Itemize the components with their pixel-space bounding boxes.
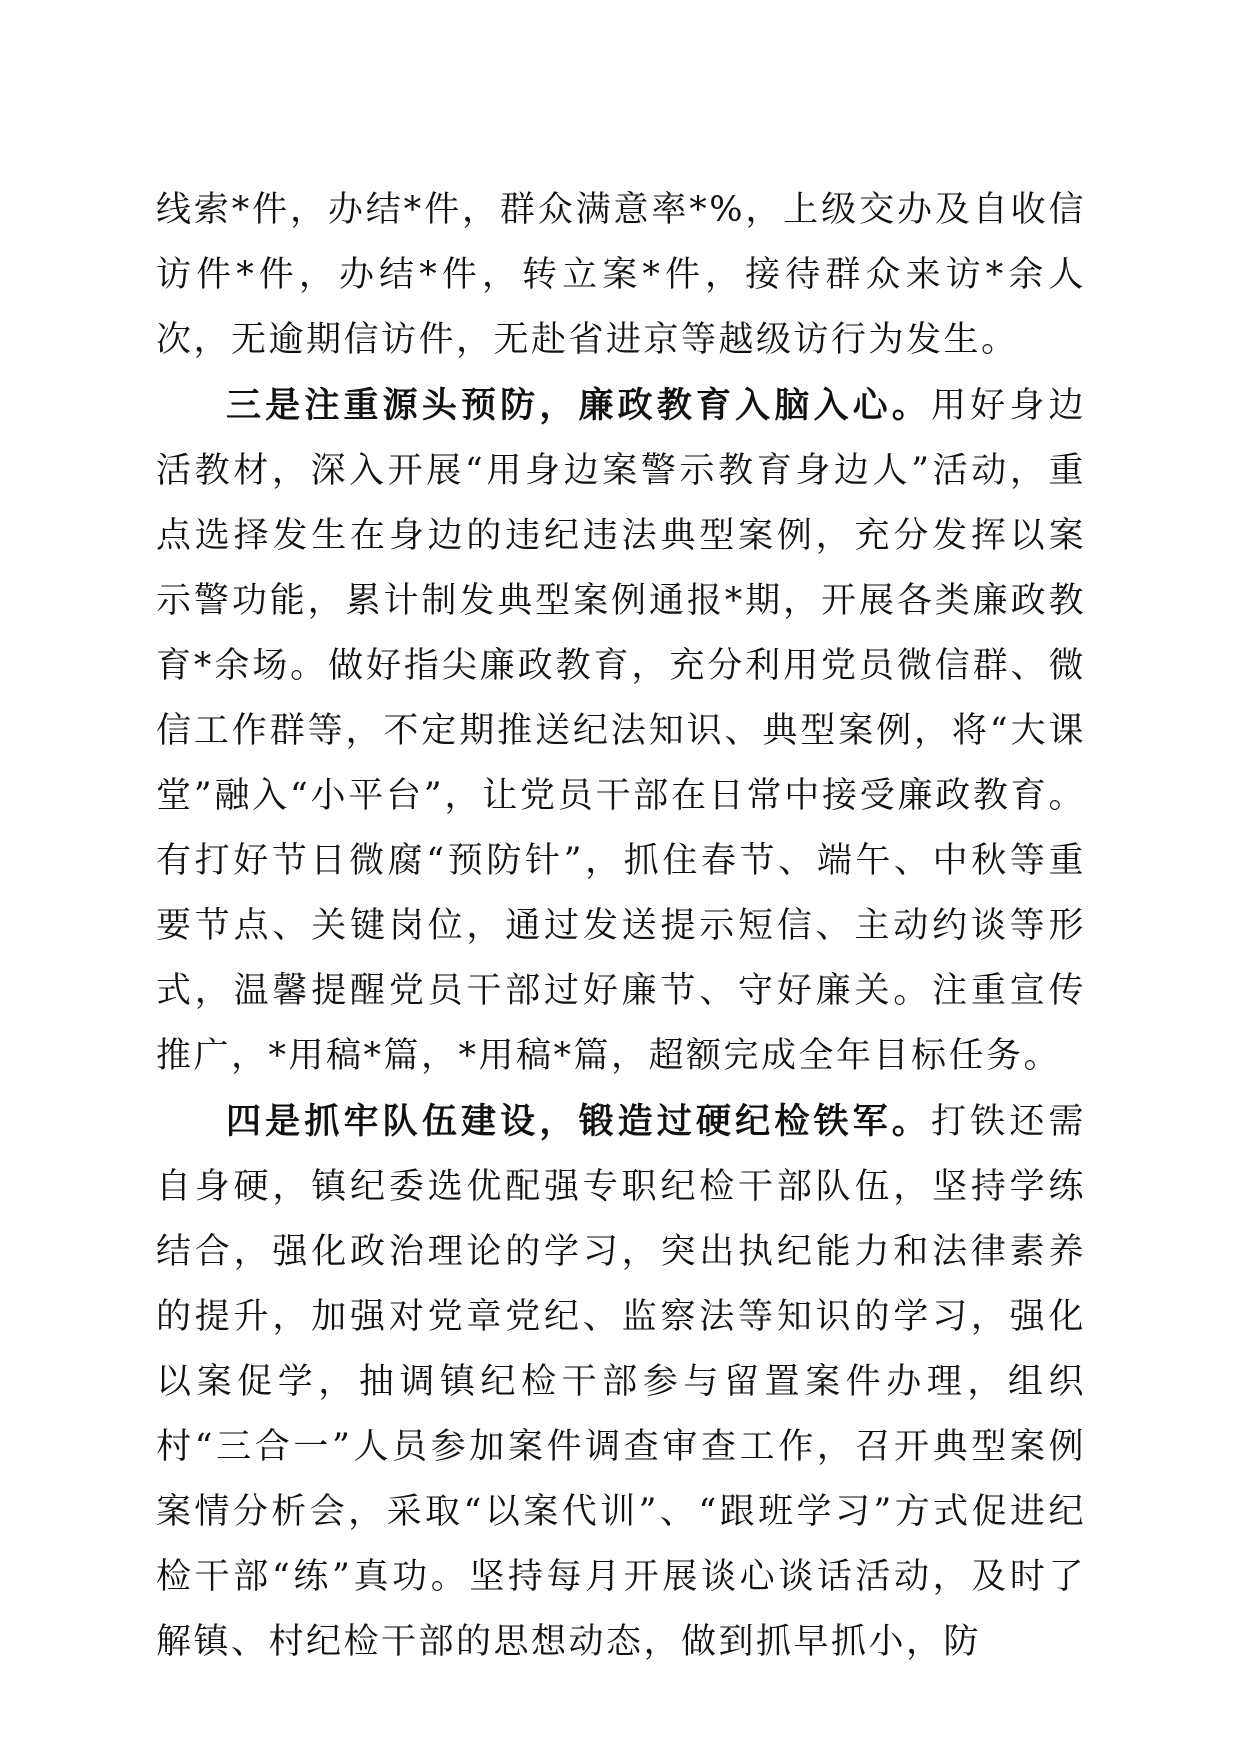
paragraph-heading: 四是抓牢队伍建设，锻造过硬纪检铁军。	[226, 1101, 931, 1142]
paragraph-team-building	[156, 1089, 1086, 1675]
paragraph-heading: 三是注重源头预防，廉政教育入脑入心。	[226, 385, 931, 426]
paragraph-text: 打铁还需自身硬，镇纪委选优配强专职纪检干部队伍，坚持学练结合，强化政治理论的学习，突出执纪能力和法律素养的提升，加强对党章党纪、监察法等知识的学习，强化以案促学，抽调镇纪检干部参与留置案件办理，组织村“三合一”人员参加案件调查审查工作，召开典型案例案情分析会，采取“以案代训”、“跟班学习”方式促进纪检干部“练”真功。坚持每月开展谈心谈话活动，及时了解镇、村纪检干部的思想动态，做到抓早抓小，防	[156, 1102, 1086, 1662]
paragraph-continuation	[156, 178, 1086, 373]
paragraph-prevention	[156, 373, 1086, 1089]
paragraph-text: 线索*件，办结*件，群众满意率*%，上级交办及自收信访件*件，办结*件，转立案*件，接待群众来访*余人次，无逾期信访件，无赴省进京等越级访行为发生。	[156, 190, 1086, 360]
paragraph-text: 用好身边活教材，深入开展“用身边案警示教育身边人”活动，重点选择发生在身边的违纪违法典型案例，充分发挥以案示警功能，累计制发典型案例通报*期，开展各类廉政教育*余场。做好指尖廉政教育，充分利用党员微信群、微信工作群等，不定期推送纪法知识、典型案例，将“大课堂”融入“小平台”，让党员干部在日常中接受廉政教育。有打好节日微腐“预防针”，抓住春节、端午、中秋等重要节点、关键岗位，通过发送提示短信、主动约谈等形式，温馨提醒党员干部过好廉节、守好廉关。注重宣传推广，*用稿*篇，*用稿*篇，超额完成全年目标任务。	[156, 386, 1086, 1076]
document-body	[156, 178, 1086, 1675]
